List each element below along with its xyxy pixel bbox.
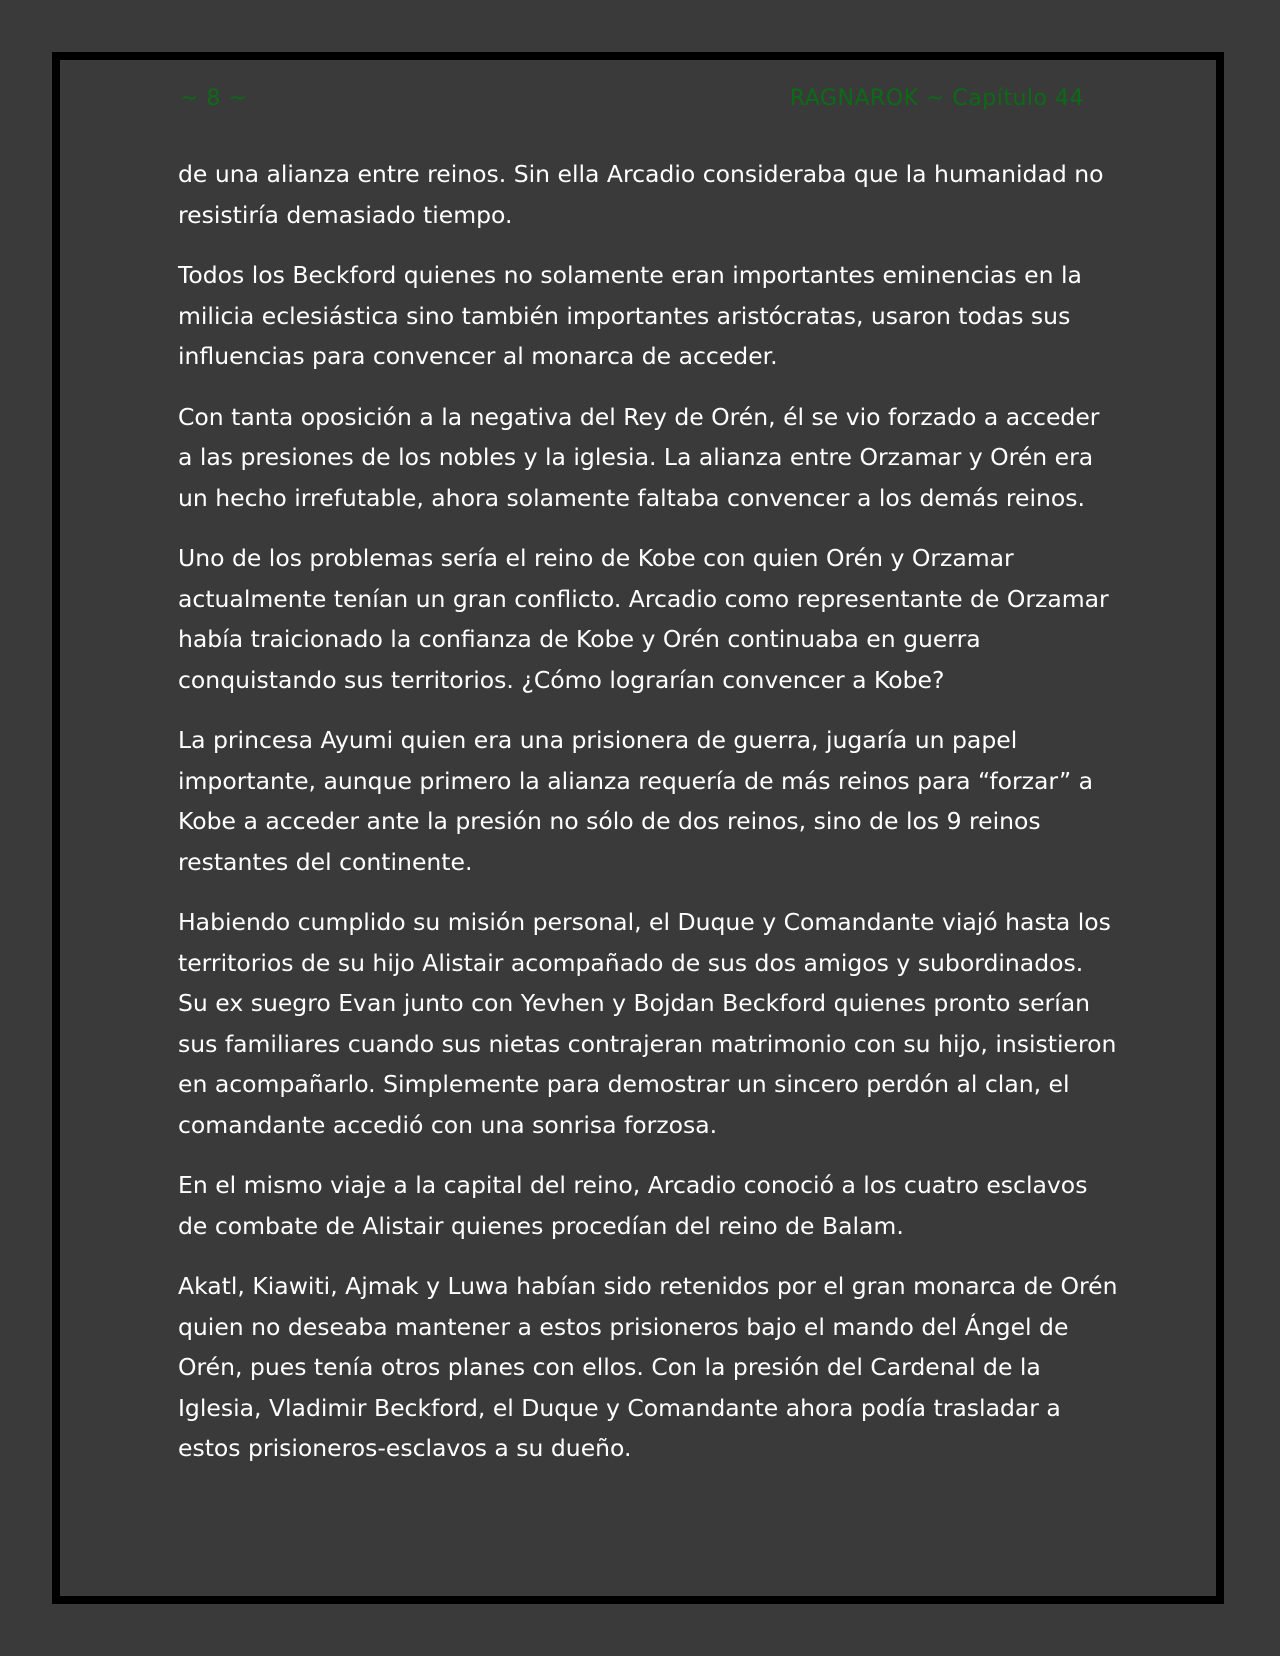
paragraph: Akatl, Kiawiti, Ajmak y Luwa habían sido retenidos por el gran monarca de Orén quien no deseaba mantener a estos prisioneros bajo el mando del Ángel de Orén, pues tenía otros planes con ellos. Con la presión del Cardenal de la Iglesia, Vladimir Beckford, el Duque y Comandante ahora podía trasladar a estos prisioneros-esclavos a su dueño. [178,1272,1118,1462]
paragraph: La princesa Ayumi quien era una prisionera de guerra, jugaría un papel importante, aunque primero la alianza requería de más reinos para “forzar” a Kobe a acceder ante la presión no sólo de dos reinos, sino de los 9 reinos restantes del continente. [178,726,1094,876]
paragraph: Con tanta oposición a la negativa del Rey de Orén, él se vio forzado a acceder a las presiones de los nobles y la iglesia. La alianza entre Orzamar y Orén era un hecho irrefutable, ahora solamente faltaba convencer a los demás reinos. [178,402,1100,512]
paragraph: de una alianza entre reinos. Sin ella Arcadio consideraba que la humanidad no resistiría demasiado tiempo. [178,160,1104,229]
page-body [178,154,1118,1489]
paragraph: Habiendo cumplido su misión personal, el Duque y Comandante viajó hasta los territorios de su hijo Alistair acompañado de sus dos amigos y subordinados. Su ex suegro Evan junto con Yevhen y Bojdan Beckford quienes pronto serían sus familiares cuando sus nietas contrajeran matrimonio con su hijo, insistieron en acompañarlo. Simplemente para demostrar un sincero perdón al clan, el comandante accedió con una sonrisa forzosa. [178,908,1117,1139]
paragraph: Todos los Beckford quienes no solamente eran importantes eminencias en la milicia eclesiástica sino también importantes aristócratas, usaron todas sus influencias para convencer al monarca de acceder. [178,261,1082,370]
page-header [180,86,1084,116]
paragraph: En el mismo viaje a la capital del reino, Arcadio conoció a los cuatro esclavos de combate de Alistair quienes procedían del reino de Balam. [178,1171,1088,1240]
book-page [52,52,1224,1604]
running-title: RAGNAROK ~ Capítulo 44 [789,86,1084,111]
paragraph: Uno de los problemas sería el reino de Kobe con quien Orén y Orzamar actualmente tenían un gran conflicto. Arcadio como representante de Orzamar había traicionado la confianza de Kobe y Orén continuaba en guerra conquistando sus territorios. ¿Cómo lograrían convencer a Kobe? [178,544,1109,694]
page-number: ~ 8 ~ [180,86,248,111]
